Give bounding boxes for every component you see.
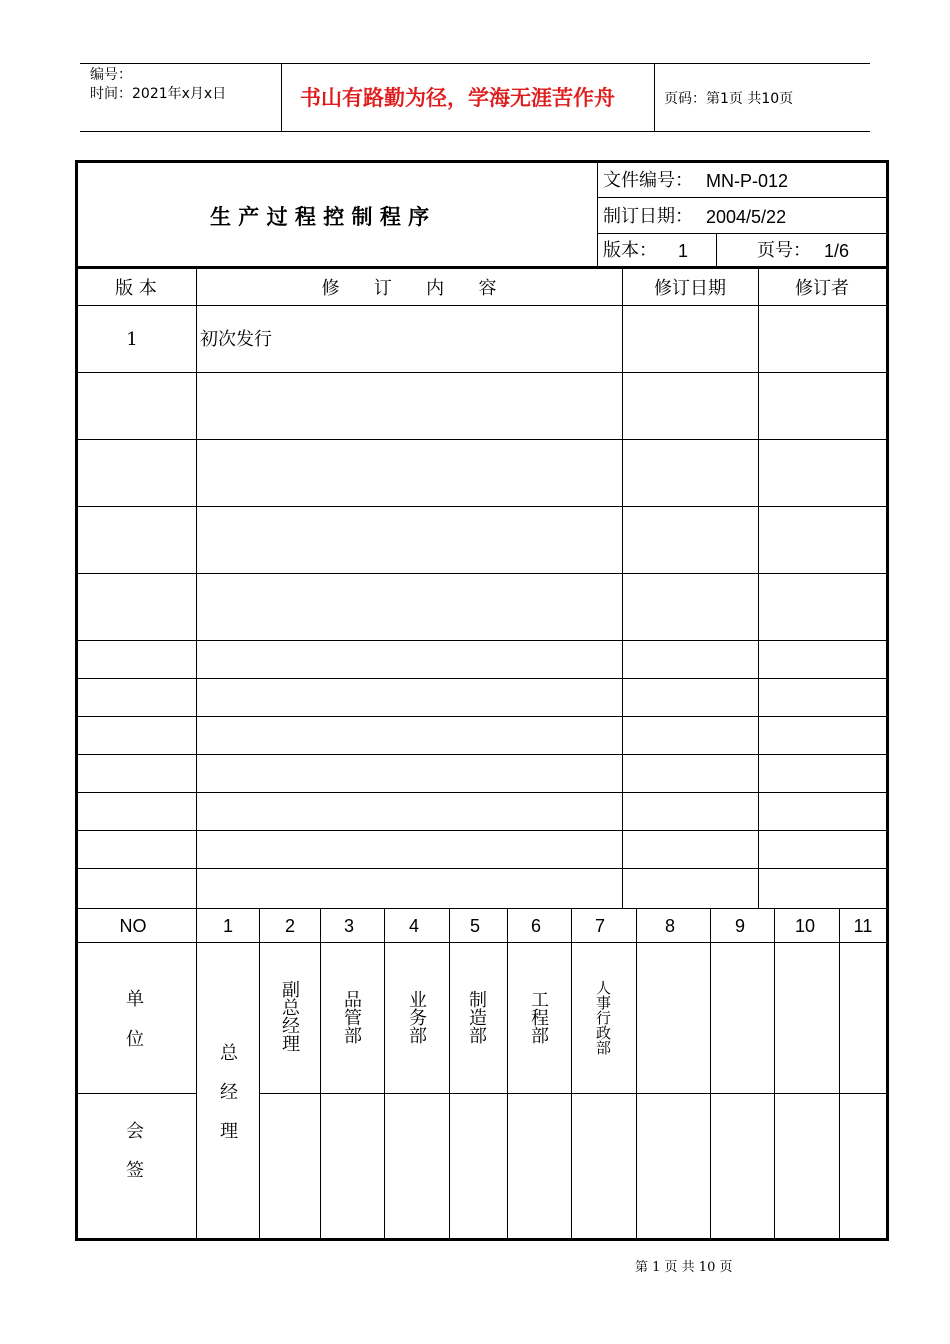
version-value: 1: [678, 241, 689, 261]
no-7: 7: [594, 916, 606, 936]
page-value: 1/6: [824, 241, 850, 261]
page-label: 页号：: [757, 240, 811, 261]
row1-version: 1: [126, 329, 138, 350]
header-content: 修 订 内 容: [321, 278, 497, 299]
header-date: 修订日期: [654, 278, 726, 299]
unit-label-2: 位: [126, 1029, 144, 1050]
dept-general-manager: 总经理: [217, 1043, 238, 1160]
dept-manufacturing: 制造部: [466, 990, 487, 1044]
no-9: 9: [734, 916, 746, 936]
no-10: 10: [794, 916, 816, 936]
motto: 书山有路勤为径，学海无涯苦作舟: [300, 86, 615, 110]
footer-page: 第 1 页 共 10 页: [635, 1260, 733, 1275]
no-2: 2: [284, 916, 296, 936]
page-info: 页码：第1页 共10页: [664, 91, 794, 107]
unit-label-1: 单: [126, 989, 144, 1010]
file-no: MN-P-012: [706, 171, 789, 191]
no-6: 6: [530, 916, 542, 936]
dept-quality: 品管部: [341, 990, 362, 1044]
version-label: 版本：: [603, 240, 657, 261]
no-8: 8: [664, 916, 676, 936]
serial-label: 编号：: [90, 67, 132, 83]
no-11: 11: [853, 916, 873, 936]
dept-engineering: 工程部: [528, 990, 549, 1044]
time-label: 时间：2021年x月x日: [90, 86, 227, 102]
no-1: 1: [222, 916, 234, 936]
header-author: 修订者: [795, 278, 849, 299]
no-4: 4: [408, 916, 420, 936]
sign-label-2: 签: [126, 1160, 144, 1181]
dept-business: 业务部: [406, 990, 427, 1044]
header-version: 版 本: [115, 278, 157, 299]
doc-title: 生 产 过 程 控 制 程 序: [210, 204, 430, 229]
no-label: NO: [119, 916, 147, 936]
dept-hr-admin: 人事行政部: [594, 980, 612, 1055]
date-label: 制订日期：: [603, 206, 693, 227]
no-5: 5: [469, 916, 481, 936]
dept-deputy-gm: 副总经理: [279, 980, 300, 1052]
no-3: 3: [343, 916, 355, 936]
date-value: 2004/5/22: [706, 207, 787, 227]
row1-content: 初次发行: [200, 329, 272, 350]
file-no-label: 文件编号：: [603, 170, 693, 191]
sign-label-1: 会: [126, 1121, 144, 1142]
